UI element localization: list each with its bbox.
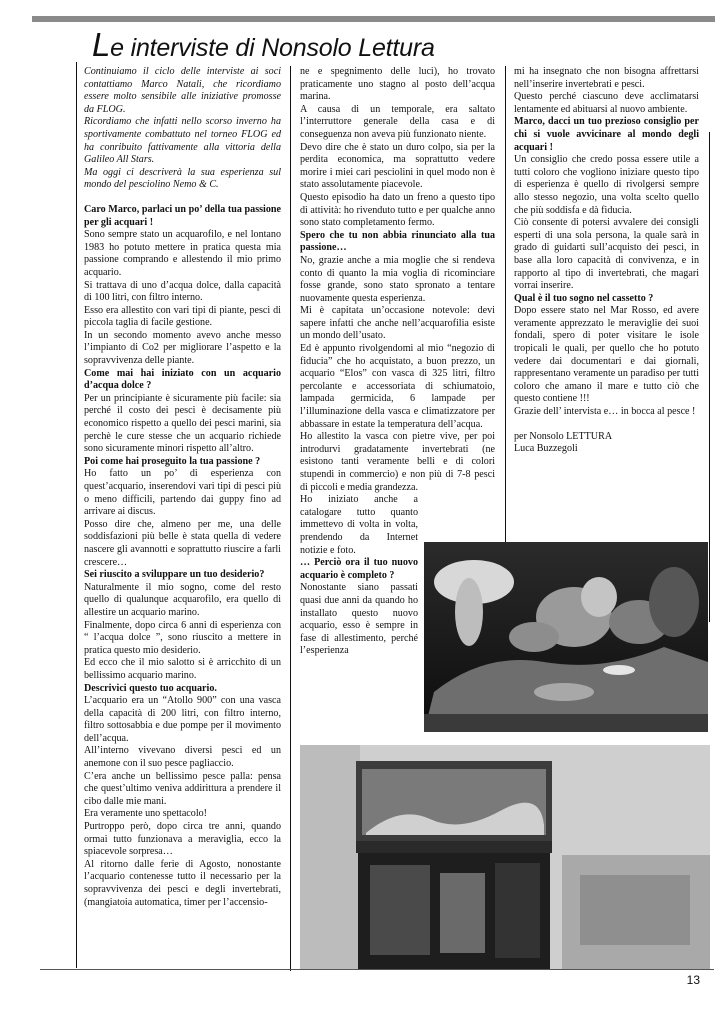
paragraph-spacer [84, 192, 281, 204]
column-1 [84, 66, 281, 909]
answer-paragraph: In un secondo momento avevo anche messo l’impianto di Co2 per migliorare l’aspetto e la sopravvivenza delle piante. [84, 329, 281, 367]
answer-paragraph: Al ritorno dalle ferie di Agosto, nonostante l’acquario contenesse tutto il necessario per la sopravvivenza dei pesci e degli invertebrati, (mangiatoia automatica, timer per l’accensio- [84, 858, 281, 908]
answer-paragraph: All’interno vivevano diversi pesci ed un anemone con il suo pesce pagliaccio. [84, 745, 281, 770]
interview-question: Marco, dacci un tuo prezioso consiglio per chi si vuole avvicinare al mondo degli acquari ! [514, 116, 699, 153]
answer-paragraph: Questo episodio ha dato un freno a questo tipo di attività: ho rivenduto tutto e per qualche anno sono stato completamento fermo. [300, 191, 495, 229]
answer-paragraph: Era veramente uno spettacolo! [84, 808, 208, 820]
answer-paragraph: Ho fatto un po’ di esperienza con quest’acquario, inserendovi vari tipi di pesci più o meno difficili, partendo dai guppy fino ad arrivare ai discus. [84, 468, 281, 518]
answer-paragraph: Devo dire che è stato un duro colpo, sia per la perdita economica, ma soprattutto vedere morire i miei cari pesciolini in quel modo non è stato assolutamente piacevole. [300, 141, 495, 191]
answer-paragraph: ne e spegnimento delle luci), ho trovato praticamente uno stagno al posto dell’acqua marina. [300, 66, 495, 103]
aquarium-cabinet-photo [300, 745, 710, 970]
bottom-rule [40, 969, 714, 970]
answer-paragraph: mi ha insegnato che non bisogna affrettarsi nell’inserire invertebrati e pesci. [514, 66, 699, 90]
right-rule [709, 132, 710, 622]
answer-paragraph: Posso dire che, almeno per me, una delle soddisfazioni più belle è stata quella di vedere nascere gli avannotti e soprattutto riuscire a farli crescere… [84, 518, 281, 568]
answer-paragraph: Questo perché ciascuno deve acclimatarsi lentamente ed abituarsi al nuovo ambiente. [514, 91, 699, 115]
page-number: 13 [686, 973, 700, 987]
title-text: e interviste di Nonsolo Lettura [110, 34, 435, 62]
answer-paragraph: Ciò consente di potersi avvalere dei consigli esperti di una sola persona, la quale sarà in grado di guidarti sull’acquisto dei pesci, in base alla loro capacità di convivenza, e in rapporto al tipo di invertebrati, che magari vorrai inserire. [514, 217, 699, 292]
answer-paragraph: Si trattava di uno d’acqua dolce, dalla capacità di 100 litri, con filtro interno. [84, 279, 281, 304]
intro-paragraph: Ricordiamo che infatti nello scorso inverno ha sportivamente combattuto nel torneo FLOG ed ha conribuito fattivamente alla vittoria della Galileo All Stars. [84, 116, 281, 166]
interview-question: Spero che tu non abbia rinunciato alla tua passione… [300, 229, 495, 254]
page-title [92, 26, 435, 64]
column-3 [514, 66, 699, 456]
answer-paragraph: Ed ecco che il mio salotto si è arricchito di un bellissimo acquario marino. [84, 657, 281, 681]
answer-paragraph: Grazie dell’ intervista e… in bocca al pesce ! [514, 406, 696, 418]
interview-question: Poi come hai proseguito la tua passione ? [84, 455, 261, 467]
intro-paragraph: Ma oggi ci descriverà la sua esperienza sul mondo del pesciolino Nemo & C. [84, 166, 281, 191]
answer-paragraph: Naturalmente il mio sogno, come del resto quello di qualunque acquarofilo, era quello di allestire un acquario marino. [84, 581, 281, 618]
intro-paragraph: Continuiamo il ciclo delle interviste ai soci contattiamo Marco Natali, che ricordiamo essere molto sensibile alle iniziative promosse da FLOG. [84, 66, 281, 115]
answer-paragraph: Purtroppo però, dopo circa tre anni, quando ormai tutto funzionava a meraviglia, ecco la spiacevole sorpresa… [84, 821, 281, 858]
left-rule [76, 62, 77, 968]
column-rule-1 [290, 66, 291, 971]
paragraph-spacer [514, 419, 699, 431]
answer-paragraph: Finalmente, dopo circa 6 anni di esperienza con “ l’acqua dolce ”, sono riuscito a mettere in pratica questo mio desiderio. [84, 619, 281, 656]
answer-paragraph: Luca Buzzegoli [514, 443, 578, 455]
answer-paragraph: Nonostante siano passati quasi due anni da quando ho installato questo nuovo acquario, esso è sempre in fase di allestimento, perché l’esperienza [300, 582, 418, 657]
answer-paragraph: C’era anche un bellissimo pesce palla: pensa che quest’ultimo veniva addirittura a prendere il cibo dalle mie mani. [84, 770, 281, 807]
answer-paragraph: L’acquario era un “Atollo 900” con una vasca della capacità di 200 litri, con filtro interno, filtro sottosabbia e due pompe per il movimento dell’acqua. [84, 695, 281, 744]
answer-paragraph: Ho allestito la vasca con pietre vive, per poi introdurvi gradatamente invertebrati (ne esistono tanti veramente belli e di colori stupendi in commercio) e non più di 7-8 pesci di piccoli e media grandezza. [300, 431, 495, 493]
interview-question: Come mai hai iniziato con un acquario d’acqua dolce ? [84, 367, 281, 392]
answer-paragraph: Per un principiante è sicuramente più facile: sia perché il costo dei pesci è decisamente più economico rispetto a quello dei pesci marini, sia perchè le cure stesse che un acquario richiede sono sicuramente minori rispetto all’altro. [84, 392, 281, 455]
answer-paragraph: Esso era allestito con vari tipi di piante, pesci di piccola taglia di facile gestione. [84, 304, 281, 329]
column-2-narrow [300, 494, 418, 658]
column-rule-2 [505, 66, 506, 621]
answer-paragraph: Ho iniziato anche a catalogare tutto quanto immettevo di volta in volta, prendendo da Internet notizie e foto. [300, 494, 418, 556]
answer-paragraph: A causa di un temporale, era saltato l’interruttore generale della casa e di conseguenza non aveva più funzionato niente. [300, 103, 495, 140]
interview-question: … Perciò ora il tuo nuovo acquario è completo ? [300, 557, 418, 581]
answer-paragraph: Mi è capitata un’occasione notevole: devi sapere infatti che anche nell’acquarofilia esiste un mondo dell’usato. [300, 305, 495, 342]
answer-paragraph: per Nonsolo LETTURA [514, 430, 613, 442]
top-bar [32, 16, 715, 22]
answer-paragraph: Dopo essere stato nel Mar Rosso, ed avere veramente apprezzato le meraviglie dei suoi fondali, spero di poter visitare le isole tropicali le quali, per quello che ho potuto vedere dai documentari e dai giornali, rappresentano veramente un paradiso per tutti coloro che amano il mare e tutto ciò che questo contiene !!! [514, 305, 699, 405]
answer-paragraph: Ed è appunto rivolgendomi al mio “negozio di fiducia” che ho acquistato, a buon prezzo, un acquario “Elos” con vasca di 325 litri, filtro percolante e accessoriata di schiumatoio, lampada germicida, 6 lampade per l’illuminazione della vasca e climatizzatore per abbassare in estate la temperatura dell’acqua. [300, 343, 495, 430]
answer-paragraph: Un consiglio che credo possa essere utile a tutti coloro che vogliono iniziare questo tipo di esperienza è quello di rivolgersi sempre allo stesso negozio, una volta scelto quello che più soddisfa e dà fiducia. [514, 154, 699, 216]
title-initial: L [92, 26, 111, 63]
aquarium-closeup-photo [424, 542, 708, 732]
interview-question: Qual è il tuo sogno nel cassetto ? [514, 292, 654, 304]
answer-paragraph: No, grazie anche a mia moglie che si rendeva conto di quanto la mia voglia di ricominciare fosse grande, sono stato spronato a tentare nuovamente questa esperienza. [300, 254, 495, 304]
column-2-main [300, 66, 495, 494]
interview-question: Descrivici questo tuo acquario. [84, 682, 217, 694]
interview-question: Sei riuscito a sviluppare un tuo desiderio? [84, 569, 265, 581]
answer-paragraph: Sono sempre stato un acquarofilo, e nel lontano 1983 ho potuto mettere in pratica questa mia passione comprando e allestendo il mio primo acquario. [84, 229, 281, 278]
interview-question: Caro Marco, parlaci un po’ della tua passione per gli acquari ! [84, 203, 281, 228]
